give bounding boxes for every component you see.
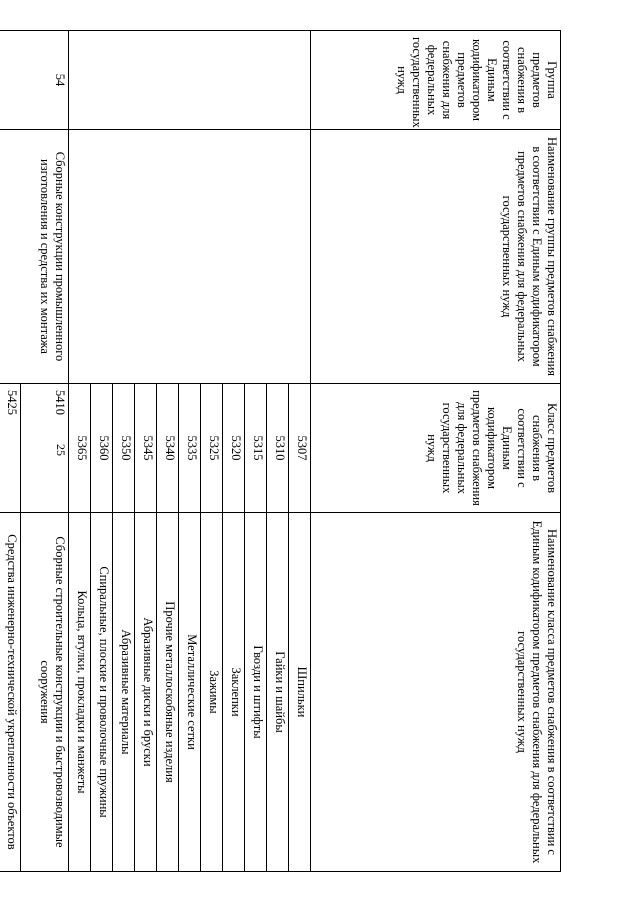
- page-number: 25: [54, 444, 68, 456]
- class-code-cell: 5345: [135, 384, 157, 513]
- header-group-code: Группа предметов снабжения в соответствии с Единым кодификатором предметов снабжения для федеральных государственных нужд: [311, 31, 561, 130]
- continued-group-code-cell: [69, 31, 311, 130]
- header-group-name: Наименование группы предметов снабжения в соответствии с Единым кодификатором предметов снабжения для федеральных государственных нужд: [311, 130, 561, 384]
- table-row: [289, 31, 311, 872]
- supply-catalog-table: [0, 30, 561, 872]
- table-header-row: [311, 31, 561, 872]
- class-code-cell: 5320: [223, 384, 245, 513]
- class-name-cell: Кольца, втулки, прокладки и манжеты: [69, 513, 91, 872]
- class-code-cell: 5360: [91, 384, 113, 513]
- class-code-cell: 5365: [69, 384, 91, 513]
- table-row: [21, 31, 69, 872]
- rotated-table-container: [5, 30, 561, 871]
- class-name-cell: Шпильки: [289, 513, 311, 872]
- class-code-cell: 5307: [289, 384, 311, 513]
- class-code-cell: 5425: [0, 384, 21, 513]
- class-name-cell: Заклепки: [223, 513, 245, 872]
- header-class-name: Наименование класса предметов снабжения в соответствии с Единым кодификатором предметов снабжения для федеральных государственных нужд: [311, 513, 561, 872]
- class-name-cell: Средства инженерно-технической укрепленности объектов: [0, 513, 21, 872]
- class-code-cell: 5340: [157, 384, 179, 513]
- header-class-code: Класс предметов снабжения в соответствии с Единым кодификатором предметов снабжения для федеральных государственных нужд: [311, 384, 561, 513]
- class-name-cell: Металлические сетки: [179, 513, 201, 872]
- class-name-cell: Абразивные диски и бруски: [135, 513, 157, 872]
- class-name-cell: Абразивные материалы: [113, 513, 135, 872]
- class-name-cell: Гвозди и штифты: [245, 513, 267, 872]
- group-code-cell: 54: [0, 31, 69, 130]
- continued-group-name-cell: [69, 130, 311, 384]
- class-code-cell: 5315: [245, 384, 267, 513]
- class-name-cell: Прочие металлоскобяные изделия: [157, 513, 179, 872]
- group-name-cell: Сборные конструкции промышленного изготовления и средства их монтажа: [0, 130, 69, 384]
- class-code-cell: 5410: [21, 384, 69, 513]
- class-name-cell: Сборные строительные конструкции и быстровозводимые сооружения: [21, 513, 69, 872]
- class-name-cell: Зажимы: [201, 513, 223, 872]
- class-code-cell: 5325: [201, 384, 223, 513]
- class-code-cell: 5350: [113, 384, 135, 513]
- class-name-cell: Гайки и шайбы: [267, 513, 289, 872]
- class-code-cell: 5335: [179, 384, 201, 513]
- class-name-cell: Спиральные, плоские и проволочные пружины: [91, 513, 113, 872]
- class-code-cell: 5310: [267, 384, 289, 513]
